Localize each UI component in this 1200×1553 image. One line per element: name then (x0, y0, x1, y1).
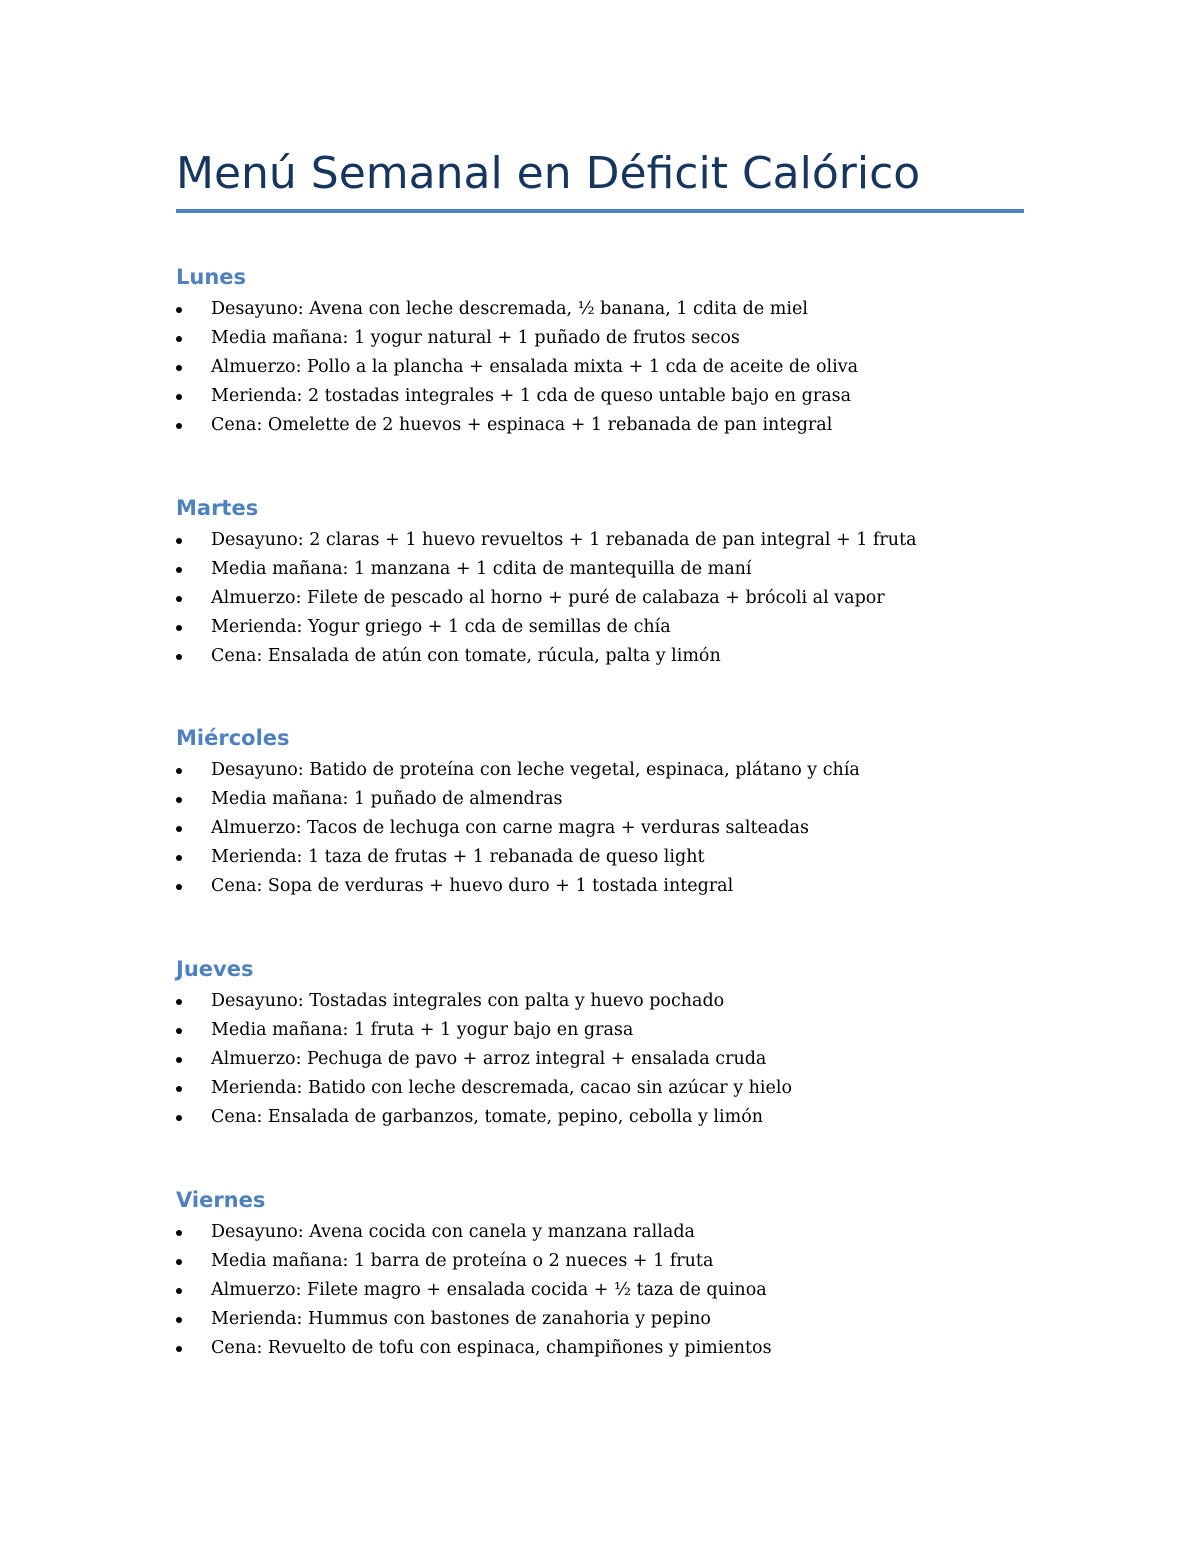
meal-text: Almuerzo: Tacos de lechuga con carne magra + verduras salteadas (211, 818, 809, 838)
day-heading: Miércoles (176, 726, 290, 750)
meal-text: Merienda: Batido con leche descremada, cacao sin azúcar y hielo (211, 1078, 793, 1098)
bullet-icon (176, 1057, 182, 1063)
bullet-icon (176, 538, 182, 544)
bullet-icon (176, 1086, 182, 1092)
meal-text: Almuerzo: Pechuga de pavo + arroz integral + ensalada cruda (211, 1049, 767, 1069)
bullet-icon (176, 999, 182, 1005)
day-section-viernes (176, 1185, 1036, 1363)
meal-text: Media mañana: 1 fruta + 1 yogur bajo en grasa (211, 1020, 634, 1040)
meal-item (176, 1334, 1036, 1363)
meal-item (176, 411, 1036, 440)
bullet-icon (176, 394, 182, 400)
meal-list (176, 756, 1036, 901)
meal-list (176, 295, 1036, 440)
meal-text: Cena: Sopa de verduras + huevo duro + 1 tostada integral (211, 876, 734, 896)
meal-item (176, 295, 1036, 324)
meal-item (176, 987, 1036, 1016)
meal-item (176, 1305, 1036, 1334)
meal-item (176, 756, 1036, 785)
meal-item (176, 382, 1036, 411)
meal-text: Desayuno: Avena con leche descremada, ½ banana, 1 cdita de miel (211, 299, 808, 319)
meal-text: Almuerzo: Filete de pescado al horno + puré de calabaza + brócoli al vapor (211, 588, 885, 608)
bullet-icon (176, 654, 182, 660)
meal-list (176, 526, 1036, 671)
meal-item (176, 1276, 1036, 1305)
meal-item (176, 872, 1036, 901)
meal-text: Desayuno: Tostadas integrales con palta y huevo pochado (211, 991, 725, 1011)
bullet-icon (176, 1230, 182, 1236)
meal-item (176, 353, 1036, 382)
bullet-icon (176, 1028, 182, 1034)
meal-item (176, 1074, 1036, 1103)
meal-list (176, 987, 1036, 1132)
meal-item (176, 1247, 1036, 1276)
meal-item (176, 843, 1036, 872)
meal-text: Media mañana: 1 puñado de almendras (211, 789, 563, 809)
document-title: Menú Semanal en Déficit Calórico (176, 148, 921, 199)
day-heading: Jueves (176, 957, 254, 981)
meal-item (176, 1045, 1036, 1074)
day-section-miercoles (176, 723, 1036, 901)
bullet-icon (176, 797, 182, 803)
bullet-icon (176, 423, 182, 429)
bullet-icon (176, 1259, 182, 1265)
meal-text: Desayuno: 2 claras + 1 huevo revueltos + 1 rebanada de pan integral + 1 fruta (211, 530, 917, 550)
day-heading: Viernes (176, 1188, 266, 1212)
meal-item (176, 613, 1036, 642)
meal-item (176, 555, 1036, 584)
day-heading: Martes (176, 496, 259, 520)
meal-item (176, 785, 1036, 814)
meal-text: Cena: Ensalada de garbanzos, tomate, pepino, cebolla y limón (211, 1107, 764, 1127)
meal-item (176, 584, 1036, 613)
day-section-jueves (176, 954, 1036, 1132)
meal-text: Merienda: Hummus con bastones de zanahoria y pepino (211, 1309, 711, 1329)
meal-text: Media mañana: 1 manzana + 1 cdita de mantequilla de maní (211, 559, 752, 579)
meal-item (176, 324, 1036, 353)
bullet-icon (176, 768, 182, 774)
meal-text: Almuerzo: Pollo a la plancha + ensalada mixta + 1 cda de aceite de oliva (211, 357, 859, 377)
meal-item (176, 814, 1036, 843)
bullet-icon (176, 884, 182, 890)
meal-item (176, 526, 1036, 555)
meal-text: Desayuno: Batido de proteína con leche vegetal, espinaca, plátano y chía (211, 760, 860, 780)
bullet-icon (176, 1115, 182, 1121)
meal-text: Almuerzo: Filete magro + ensalada cocida + ½ taza de quinoa (211, 1280, 767, 1300)
meal-text: Media mañana: 1 yogur natural + 1 puñado de frutos secos (211, 328, 740, 348)
meal-text: Cena: Ensalada de atún con tomate, rúcula, palta y limón (211, 646, 721, 666)
bullet-icon (176, 1317, 182, 1323)
day-section-martes (176, 493, 1036, 671)
day-section-lunes (176, 262, 1036, 440)
meal-item (176, 1103, 1036, 1132)
meal-item (176, 642, 1036, 671)
bullet-icon (176, 365, 182, 371)
meal-text: Merienda: Yogur griego + 1 cda de semillas de chía (211, 617, 671, 637)
meal-item (176, 1016, 1036, 1045)
bullet-icon (176, 567, 182, 573)
bullet-icon (176, 596, 182, 602)
bullet-icon (176, 826, 182, 832)
meal-text: Cena: Omelette de 2 huevos + espinaca + 1 rebanada de pan integral (211, 415, 833, 435)
meal-text: Desayuno: Avena cocida con canela y manzana rallada (211, 1222, 695, 1242)
bullet-icon (176, 307, 182, 313)
bullet-icon (176, 1288, 182, 1294)
meal-list (176, 1218, 1036, 1363)
meal-text: Merienda: 2 tostadas integrales + 1 cda de queso untable bajo en grasa (211, 386, 852, 406)
bullet-icon (176, 855, 182, 861)
title-underline (176, 209, 1024, 213)
bullet-icon (176, 1346, 182, 1352)
day-heading: Lunes (176, 265, 247, 289)
meal-text: Cena: Revuelto de tofu con espinaca, champiñones y pimientos (211, 1338, 772, 1358)
meal-text: Media mañana: 1 barra de proteína o 2 nueces + 1 fruta (211, 1251, 714, 1271)
meal-text: Merienda: 1 taza de frutas + 1 rebanada de queso light (211, 847, 705, 867)
bullet-icon (176, 336, 182, 342)
meal-item (176, 1218, 1036, 1247)
bullet-icon (176, 625, 182, 631)
